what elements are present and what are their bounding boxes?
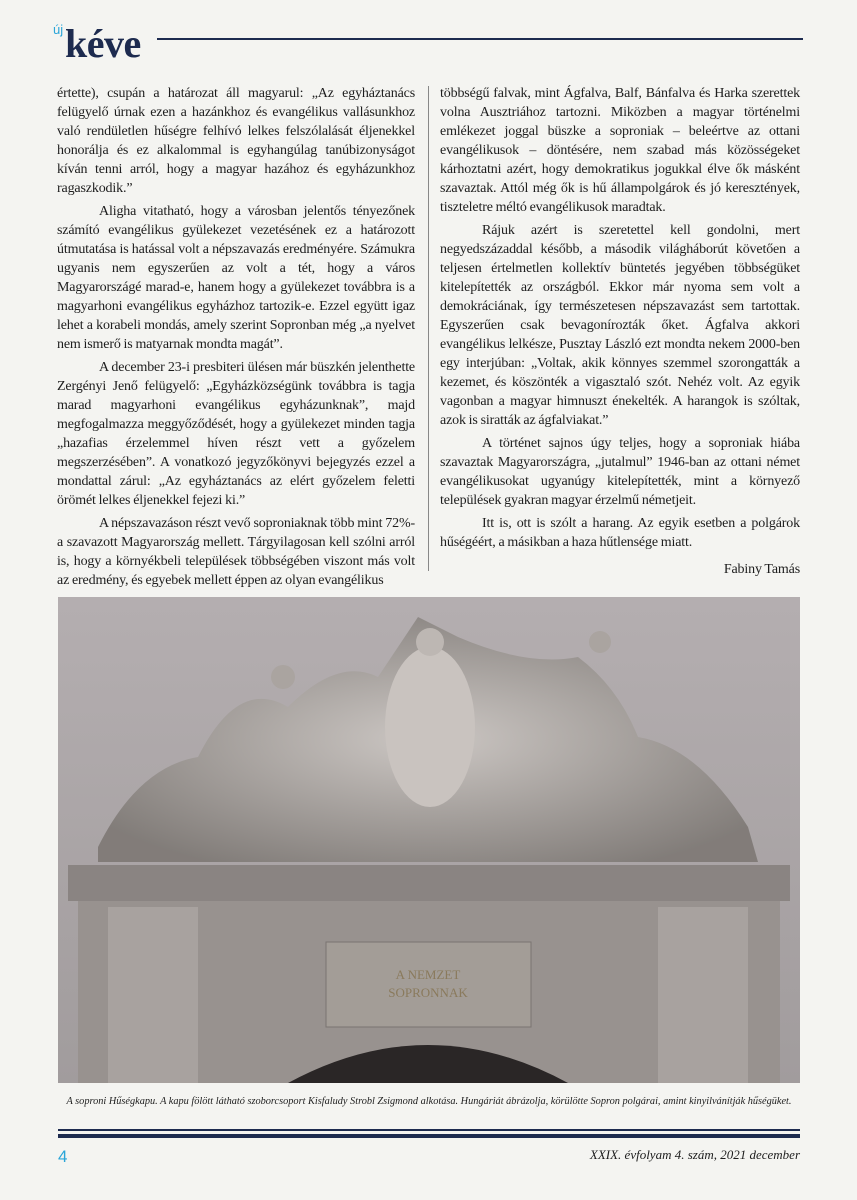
author: Fabiny Tamás: [723, 562, 800, 577]
masthead: [53, 14, 803, 64]
masthead-title: kéve: [65, 21, 141, 66]
paragraph: többségű falvak, mint Ágfalva, Balf, Bánfalva és Harka szerettek volna Ausztriához tartozni. Miközben a magyar történelmi emlékezet joggal büszke a soproniak – beleértve az ottani evangélikusok – döntésére, nem szabad más közösségeket kárhoztatni azért, hogy demokratikus jogukkal élve ők másként szavaztak. Attól még ők is hű állampolgárok és jó keresztények, tiszteletre méltó evangélikusok maradtak.: [440, 86, 800, 215]
left-column: [57, 84, 415, 590]
page-number: 4: [58, 1147, 68, 1166]
photo-inscription: A NEMZET: [395, 967, 461, 982]
photo-caption: A soproni Hűségkapu. A kapu fölött látható szoborcsoport Kisfaludy Strobl Zsigmond alkotása. Hungáriát ábrázolja, körülötte Sopron polgárai, amint kinyilvánítják hűségüket.: [66, 1096, 792, 1107]
issue-info: XXIX. évfolyam 4. szám, 2021 december: [589, 1147, 800, 1162]
paragraph: A történet sajnos úgy teljes, hogy a soproniak hiába szavaztak Magyarországra, „jutalmul” 1946-ban az ottani német evangélikusokat ugyanúgy kitelepítették, mint a környező települések gyakran magyar érzelmű németjeit.: [440, 436, 800, 508]
photo-husegkapu: [58, 597, 800, 1083]
paragraph: Itt is, ott is szólt a harang. Az egyik esetben a polgárok hűségéért, a másikban a haza hűtlensége miatt.: [440, 516, 800, 550]
header-rule: [157, 38, 803, 40]
footer-rule: [58, 1129, 800, 1131]
svg-text:SOPRONNAK: SOPRONNAK: [388, 985, 468, 1000]
paragraph: Aligha vitatható, hogy a városban jelentős tényezőnek számító evangélikus gyülekezet vezetésének ez a határozott útmutatása is hatással volt a népszavazás eredményére. Számukra ugyanis nem egyszerűen az volt a tét, hogy a város Magyarországé marad-e, hanem hogy a gyülekezet továbbra is a magyarhoni evangélikus egyházhoz tartozik-e. Ezzel együtt igaz lehet a korabeli mondás, amely szerint Sopronban még „a nyelvet nem ismerő is matyarnak mondta magát”.: [57, 204, 415, 352]
right-column: [440, 84, 800, 579]
photo-illustration: [58, 597, 800, 1083]
paragraph: A december 23-i presbiteri ülésen már büszkén jelenthette Zergényi Jenő felügyelő: „Egyházközségünk továbbra is tagja marad magyarhoni evangélikus egyházunknak”, majd megfogalmazza meggyőződését, hogy a gyülekezet minden tagja „hazafias érzelemmel híven részt vett a győzelem megszerzésében”. A vonatkozó jegyzőkönyvi bejegyzés ezzel a mondattal zárul: „Az egyháztanács az elért győzelem feletti örömét lelkes éljenekkel fejezi ki.”: [57, 360, 415, 508]
footer-rule-thick: [58, 1134, 800, 1138]
column-divider: [428, 86, 429, 571]
paragraph: Rájuk azért is szeretettel kell gondolni, mert negyedszázaddal később, a második világháborút követően a teljesen értelmetlen kollektív büntetés jegyében többségüket kitelepítették az országból. Ekkor már nyoma sem volt a demokráciának, így természetesen népszavazást sem tartottak. Egyszerűen csak bevagonírozták őket. Ágfalva akkori evangélikus lelkésze, Pusztay László ezt mondta nekem 2000-ben egy interjúban: „Voltak, akik könnyes szemmel szorongatták a kezemet, és köszönték a vigasztaló szót. Nehéz volt. Az egyik vagonban a magyar himnuszt énekelték. A harangok is szóltak, azok is siratták az ágfalviakat.”: [440, 223, 800, 428]
masthead-prefix: új: [53, 22, 64, 37]
paragraph: értette), csupán a határozat áll magyarul: „Az egyháztanács felügyelő úrnak ezen a hazánkhoz és evangélikus vallásunkhoz való rendületlen hűségre felhívó lelkes felszólalását éljenekkel honorálja és ez alkalommal is egyhangúlag tanúbizonyságot kíván tenni arról, hogy a magyar hazához és egyházunkhoz ragaszkodik.”: [57, 86, 415, 196]
paragraph: A népszavazáson részt vevő soproniaknak több mint 72%-a szavazott Magyarország mellett. Tárgyilagosan kell szólni arról is, hogy a környékbeli települések többségében viszont más volt az eredmény, és egyebek mellett éppen az olyan evangélikus: [57, 516, 415, 588]
